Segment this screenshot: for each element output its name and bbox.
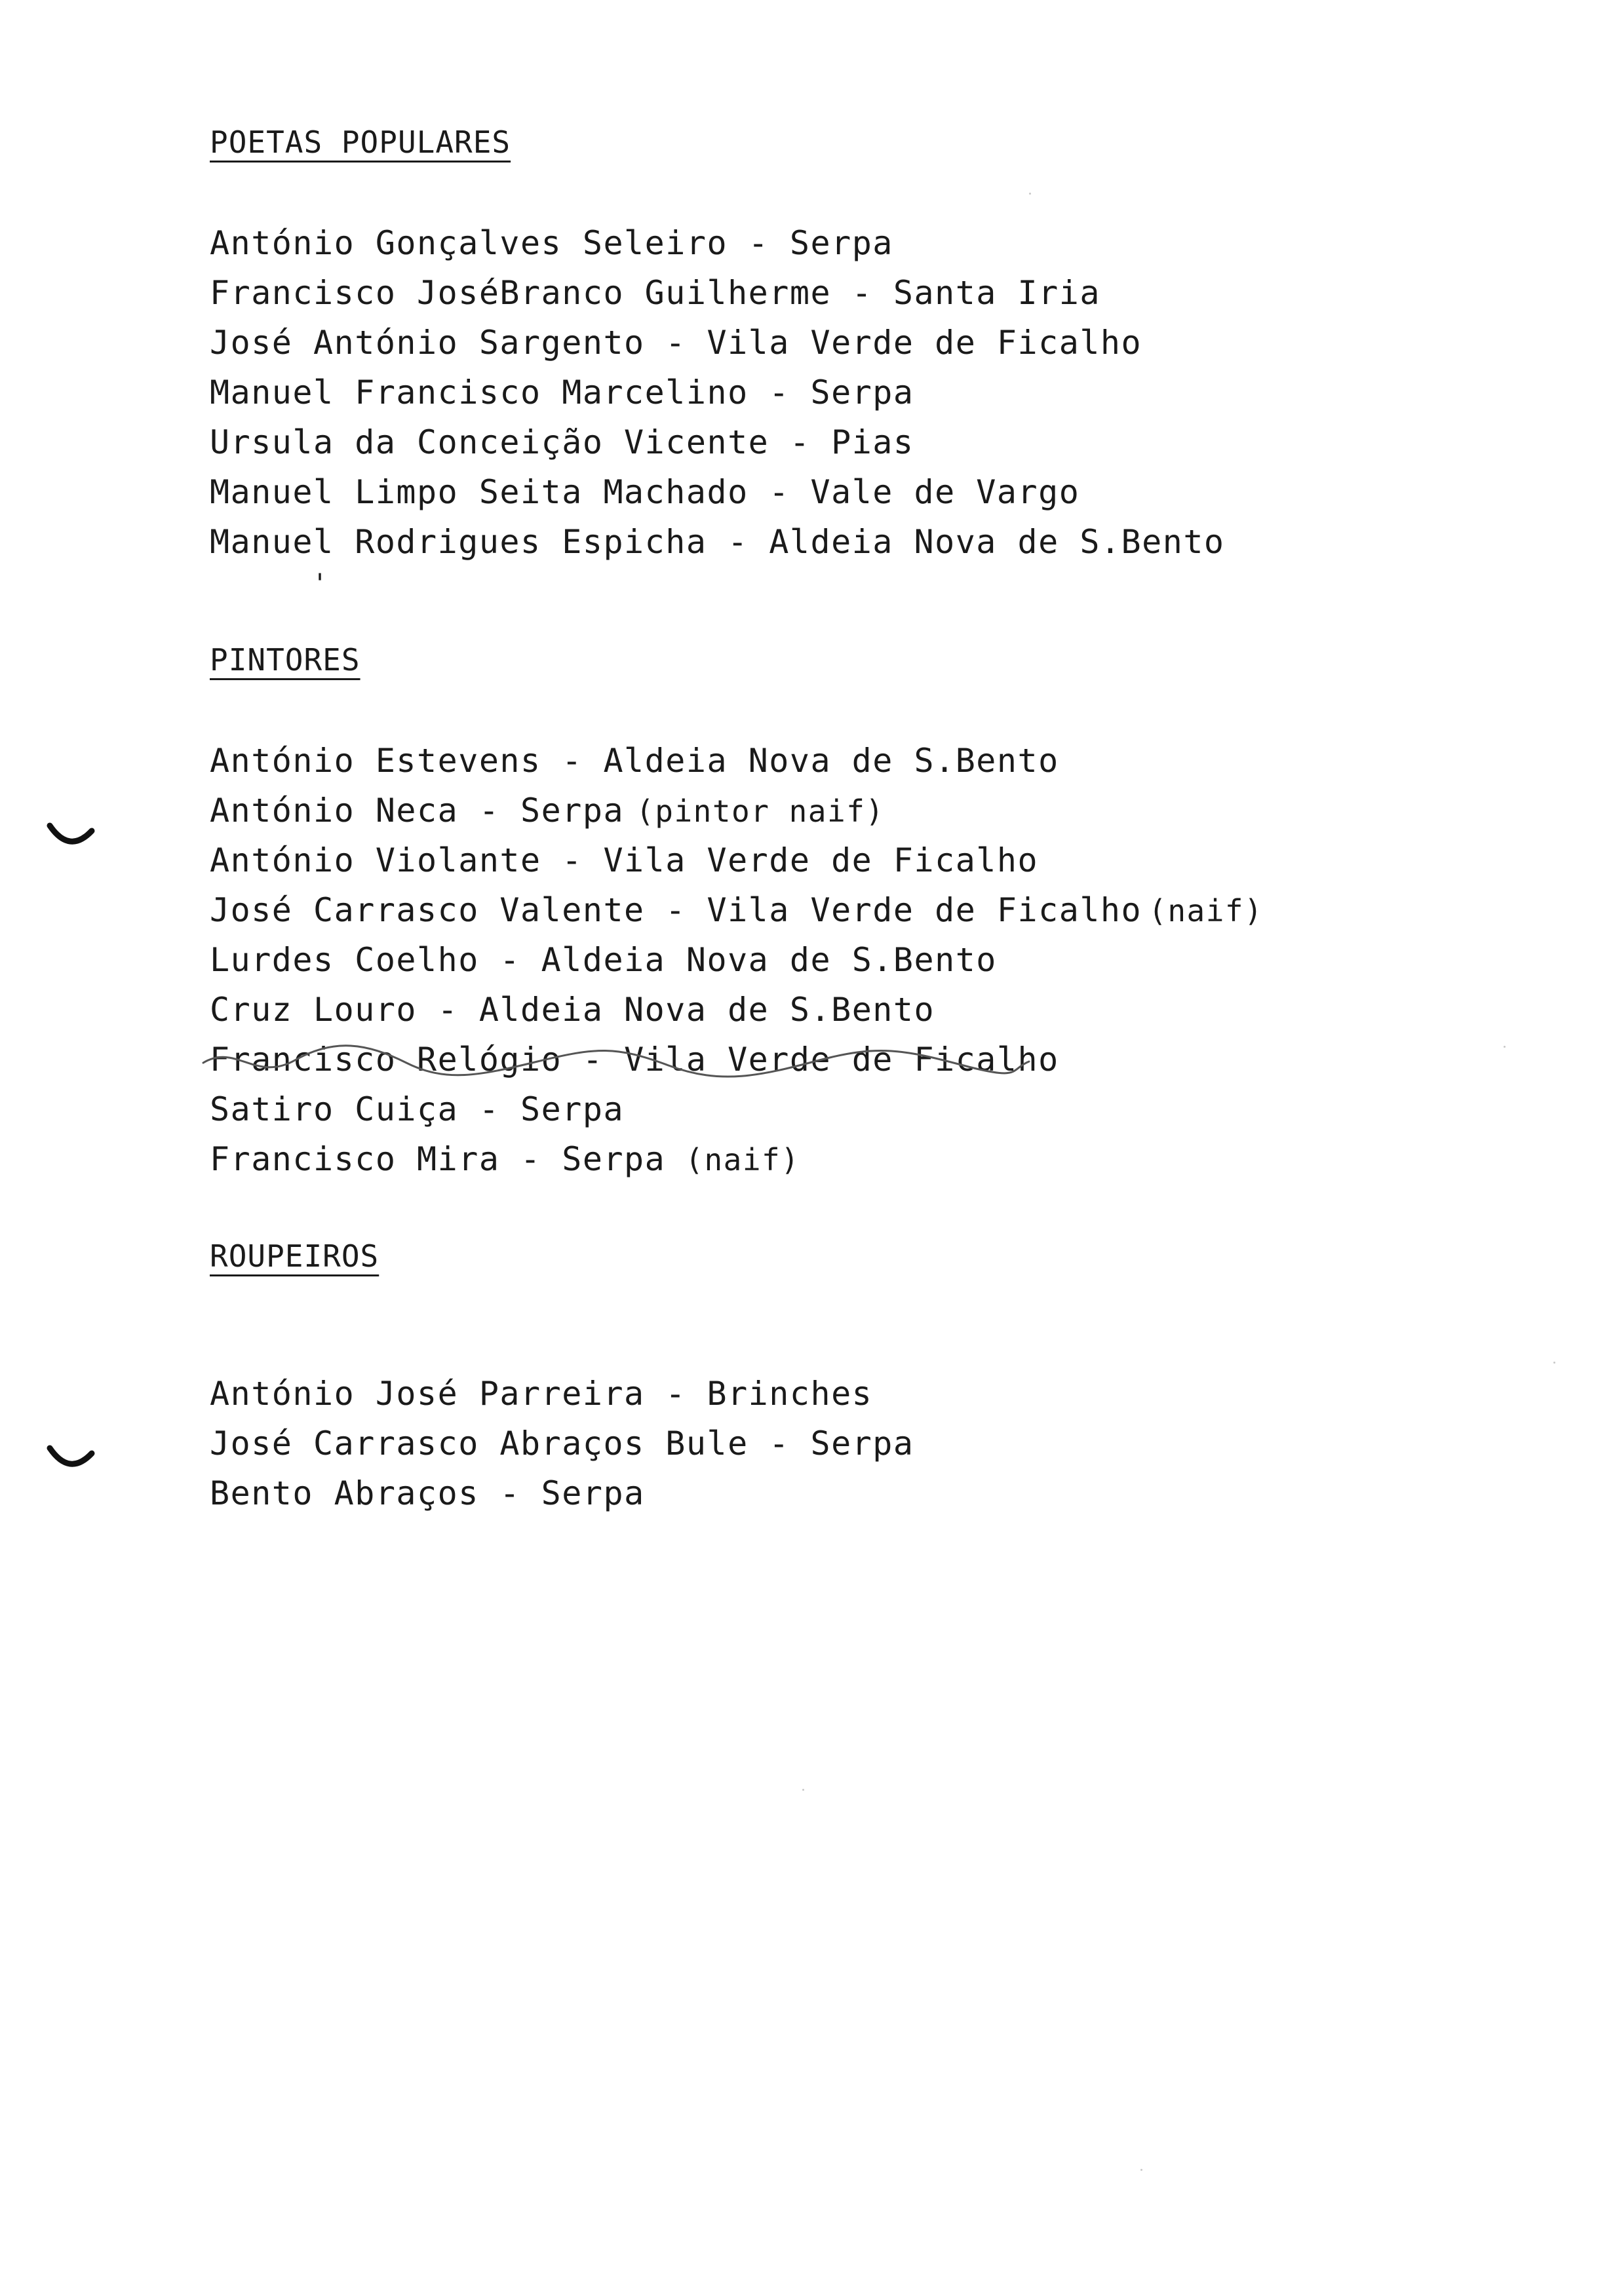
scan-speck — [1029, 193, 1031, 195]
entry-name: António José Parreira — [210, 1375, 645, 1413]
entry-place: Vale de Vargo — [810, 473, 1080, 511]
entry-name: Manuel Francisco Marcelino — [210, 373, 749, 411]
entry-place: Serpa — [541, 1474, 645, 1512]
entry-separator: - — [499, 1140, 562, 1178]
struck-entry — [210, 1041, 1059, 1079]
entry-name: António Estevens — [210, 742, 541, 780]
stray-mark: ' — [312, 569, 328, 599]
entry-separator: - — [707, 523, 769, 561]
punch-hole-mark-icon — [46, 820, 98, 853]
list-item — [210, 742, 1059, 780]
scan-speck — [1504, 1046, 1506, 1048]
entry-name: Satiro Cuiça — [210, 1090, 459, 1128]
list-item — [210, 941, 997, 979]
scan-speck — [802, 1789, 804, 1791]
entry-place: Vila Verde de Ficalho — [603, 841, 1039, 879]
entry-name: Manuel Limpo Seita Machado — [210, 473, 749, 511]
entry-place: Aldeia Nova de S.Bento — [541, 941, 997, 979]
list-item — [210, 423, 914, 461]
entry-place: Aldeia Nova de S.Bento — [603, 742, 1059, 780]
entry-separator: - — [478, 941, 541, 979]
entry-separator: - — [728, 224, 790, 262]
list-item — [210, 841, 1038, 879]
list-item — [210, 324, 1142, 362]
entry-separator: - — [644, 891, 707, 929]
entry-separator: - — [748, 1425, 811, 1463]
entry-name: Lurdes Coelho — [210, 941, 479, 979]
entry-place: Serpa — [562, 1140, 666, 1178]
entry-note: (pintor naif) — [636, 794, 885, 829]
entry-name: Manuel Rodrigues Espicha — [210, 523, 707, 561]
punch-hole-mark-icon — [46, 1443, 98, 1476]
list-item — [210, 274, 1100, 312]
entry-name: Francisco Mira — [210, 1140, 500, 1178]
entry-name: José António Sargento — [210, 324, 645, 362]
entry-name: José Carrasco Valente — [210, 891, 645, 929]
list-item — [210, 224, 893, 262]
entry-separator: - — [458, 792, 521, 830]
list-item — [210, 523, 1225, 561]
entry-note: (naif) — [1148, 893, 1264, 928]
entry-place: Aldeia Nova de S.Bento — [769, 523, 1225, 561]
entry-separator: - — [458, 1090, 521, 1128]
entry-name: Bento Abraços — [210, 1474, 479, 1512]
list-item — [210, 891, 1263, 929]
entry-place: Serpa — [520, 1090, 625, 1128]
entry-separator: - — [769, 423, 832, 461]
entry-name: António Neca — [210, 792, 459, 830]
scan-speck — [1140, 2169, 1142, 2171]
entry-place: Aldeia Nova de S.Bento — [478, 991, 935, 1029]
entry-separator: - — [831, 274, 893, 312]
entry-place: Brinches — [707, 1375, 873, 1413]
entry-name: Francisco JoséBranco Guilherme — [210, 274, 832, 312]
list-item — [210, 1375, 872, 1413]
entry-name: António Gonçalves Seleiro — [210, 224, 728, 262]
entry-place: Serpa — [810, 1425, 914, 1463]
entry-separator: - — [748, 373, 811, 411]
struck-list-item — [210, 1041, 1059, 1079]
entry-name: José Carrasco Abraços Bule — [210, 1425, 749, 1463]
entry-name: Cruz Louro — [210, 991, 418, 1029]
entry-name: António Violante — [210, 841, 541, 879]
entry-place: Serpa — [810, 373, 914, 411]
section-heading-pintores: PINTORES — [210, 642, 360, 678]
entry-place: Serpa — [520, 792, 625, 830]
entry-separator: - — [748, 473, 811, 511]
entry-name: Francisco Relógio — [210, 1041, 562, 1079]
entry-separator: - — [478, 1474, 541, 1512]
list-item — [210, 1140, 800, 1178]
list-item — [210, 1425, 914, 1463]
handwritten-strikethrough — [197, 1037, 1036, 1089]
entry-place: Vila Verde de Ficalho — [707, 891, 1142, 929]
entry-place: Santa Iria — [893, 274, 1100, 312]
entry-separator: - — [541, 841, 604, 879]
entry-note: (naif) — [685, 1142, 800, 1177]
entry-separator: - — [541, 742, 604, 780]
section-heading-poetas: POETAS POPULARES — [210, 124, 511, 160]
entry-separator: - — [644, 1375, 707, 1413]
section-heading-roupeiros: ROUPEIROS — [210, 1238, 379, 1274]
scan-speck — [1553, 1362, 1555, 1364]
list-item — [210, 1090, 624, 1128]
entry-place: Vila Verde de Ficalho — [624, 1041, 1059, 1079]
entry-place: Vila Verde de Ficalho — [707, 324, 1142, 362]
entry-separator: - — [417, 991, 479, 1029]
list-item — [210, 373, 914, 411]
list-item — [210, 991, 935, 1029]
entry-name: Ursula da Conceição Vicente — [210, 423, 769, 461]
entry-place: Serpa — [789, 224, 893, 262]
entry-place: Pias — [831, 423, 914, 461]
entry-separator: - — [562, 1041, 625, 1079]
entry-separator: - — [644, 324, 707, 362]
list-item — [210, 792, 885, 830]
list-item — [210, 1474, 645, 1512]
list-item — [210, 473, 1080, 511]
